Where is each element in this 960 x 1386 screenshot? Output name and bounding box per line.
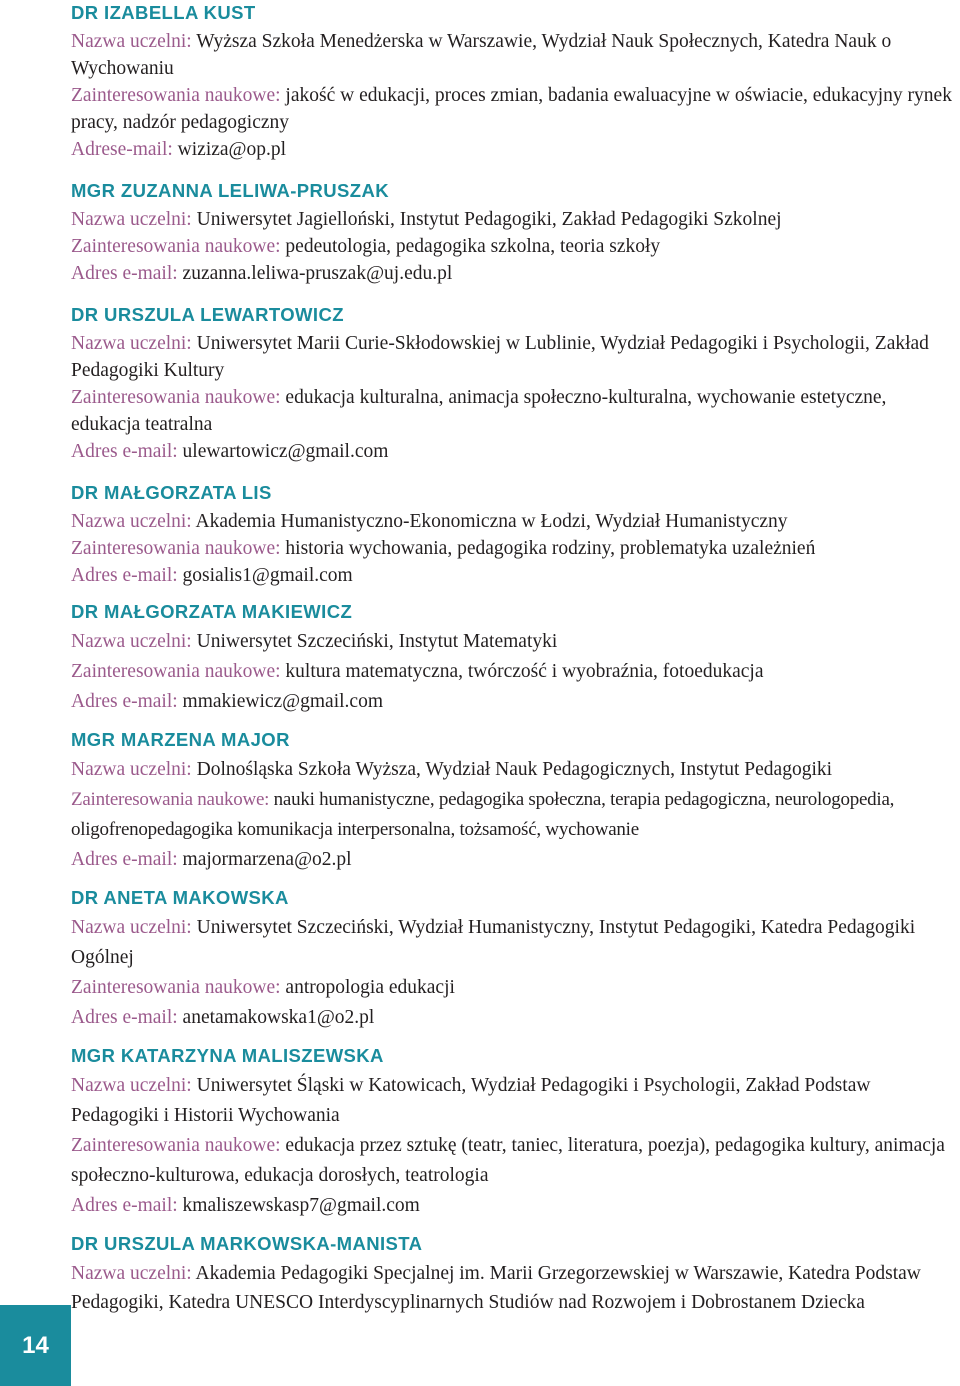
interests-label: Zainteresowania naukowe: xyxy=(71,789,270,810)
entry-izabella-kust xyxy=(71,0,959,163)
email-line xyxy=(71,562,959,589)
university-value: Uniwersytet Szczeciński, Wydział Humanistyczny, Instytut Pedagogiki, Katedra Pedagogiki Ogólnej xyxy=(71,917,916,968)
interests-line xyxy=(71,82,959,136)
interests-value: edukacja kulturalna, animacja społeczno-kulturalna, wychowanie estetyczne, edukacja teatralna xyxy=(71,387,887,435)
person-name: DR URSZULA LEWARTOWICZ xyxy=(71,304,344,325)
interests-line xyxy=(71,535,959,562)
university-line xyxy=(71,28,959,82)
email-value[interactable]: wiziza@op.pl xyxy=(177,139,287,160)
interests-label: Zainteresowania naukowe: xyxy=(71,387,281,408)
entry-marzena-major xyxy=(71,727,959,875)
university-value: Uniwersytet Śląski w Katowicach, Wydział Pedagogiki i Psychologii, Zakład Podstaw Pedagogiki i Historii Wychowania xyxy=(71,1075,871,1126)
interests-label: Zainteresowania naukowe: xyxy=(71,236,281,257)
email-line xyxy=(71,1003,959,1033)
interests-label: Zainteresowania naukowe: xyxy=(71,538,281,559)
interests-line xyxy=(71,233,959,260)
interests-label: Zainteresowania naukowe: xyxy=(71,85,281,106)
interests-value: edukacja przez sztukę (teatr, taniec, literatura, poezja), pedagogika kultury, animacja społeczno-kulturowa, edukacja dorosłych, teatrologia xyxy=(71,1135,945,1186)
university-label: Nazwa uczelni: xyxy=(71,759,192,780)
person-name: MGR KATARZYNA MALISZEWSKA xyxy=(71,1045,384,1066)
interests-line xyxy=(71,657,959,687)
email-line xyxy=(71,845,959,875)
university-label: Nazwa uczelni: xyxy=(71,917,192,938)
entry-urszula-markowska-manista xyxy=(71,1231,959,1317)
email-line xyxy=(71,260,959,287)
university-value: Uniwersytet Jagielloński, Instytut Pedagogiki, Zakład Pedagogiki Szkolnej xyxy=(196,209,782,230)
entry-katarzyna-maliszewska xyxy=(71,1043,959,1221)
interests-value: kultura matematyczna, twórczość i wyobraźnia, fotoedukacja xyxy=(285,661,764,682)
page-number: 14 xyxy=(22,1331,49,1359)
university-value: Akademia Humanistyczno-Ekonomiczna w Łodzi, Wydział Humanistyczny xyxy=(195,511,788,532)
email-label: Adres e-mail: xyxy=(71,263,178,284)
person-name: DR ANETA MAKOWSKA xyxy=(71,887,289,908)
university-value: Uniwersytet Marii Curie-Skłodowskiej w Lublinie, Wydział Pedagogiki i Psychologii, Zakład Pedagogiki Kultury xyxy=(71,333,929,381)
university-label: Nazwa uczelni: xyxy=(71,1075,192,1096)
person-name: MGR ZUZANNA LELIWA-PRUSZAK xyxy=(71,180,390,201)
email-label: Adres e-mail: xyxy=(71,849,178,870)
interests-value: nauki humanistyczne, pedagogika społeczna, terapia pedagogiczna, neurologopedia, oligofrenopedagogika komunikacja interpersonalna, tożsamość, wychowanie xyxy=(71,789,895,840)
interests-label: Zainteresowania naukowe: xyxy=(71,977,281,998)
faculty-list xyxy=(71,0,959,1317)
email-line xyxy=(71,438,959,465)
email-line xyxy=(71,136,959,163)
university-line xyxy=(71,330,959,384)
university-label: Nazwa uczelni: xyxy=(71,333,192,354)
university-label: Nazwa uczelni: xyxy=(71,31,192,52)
person-name: DR IZABELLA KUST xyxy=(71,2,256,23)
person-name: MGR MARZENA MAJOR xyxy=(71,729,290,750)
email-value[interactable]: mmakiewicz@gmail.com xyxy=(182,691,383,712)
email-value[interactable]: zuzanna.leliwa-pruszak@uj.edu.pl xyxy=(182,263,453,284)
entry-malgorzata-lis xyxy=(71,480,959,589)
email-label: Adrese-mail: xyxy=(71,139,173,160)
interests-line xyxy=(71,785,959,845)
university-value: Wyższa Szkoła Menedżerska w Warszawie, Wydział Nauk Społecznych, Katedra Nauk o Wychowaniu xyxy=(71,31,892,79)
university-value: Uniwersytet Szczeciński, Instytut Matematyki xyxy=(196,631,558,652)
entry-urszula-lewartowicz xyxy=(71,302,959,465)
email-label: Adres e-mail: xyxy=(71,691,178,712)
interests-label: Zainteresowania naukowe: xyxy=(71,661,281,682)
entry-aneta-makowska xyxy=(71,885,959,1033)
interests-value: historia wychowania, pedagogika rodziny, problematyka uzależnień xyxy=(285,538,816,559)
entry-malgorzata-makiewicz xyxy=(71,599,959,717)
email-label: Adres e-mail: xyxy=(71,441,178,462)
email-line xyxy=(71,687,959,717)
interests-value: antropologia edukacji xyxy=(285,977,455,998)
university-line xyxy=(71,755,959,785)
university-label: Nazwa uczelni: xyxy=(71,631,192,652)
email-value[interactable]: kmaliszewskasp7@gmail.com xyxy=(182,1195,420,1216)
university-line xyxy=(71,913,959,973)
interests-line xyxy=(71,1131,959,1191)
university-line xyxy=(71,627,959,657)
entry-zuzanna-leliwa-pruszak xyxy=(71,178,959,287)
university-value: Akademia Pedagogiki Specjalnej im. Marii Grzegorzewskiej w Warszawie, Katedra Podstaw Pedagogiki, Katedra UNESCO Interdyscyplinarnych Studiów nad Rozwojem i Dobrostanem Dziecka xyxy=(71,1263,921,1313)
person-name: DR MAŁGORZATA LIS xyxy=(71,482,272,503)
interests-line xyxy=(71,973,959,1003)
email-label: Adres e-mail: xyxy=(71,565,178,586)
email-line xyxy=(71,1191,959,1221)
email-value[interactable]: ulewartowicz@gmail.com xyxy=(182,441,389,462)
interests-value: pedeutologia, pedagogika szkolna, teoria szkoły xyxy=(285,236,661,257)
email-value[interactable]: anetamakowska1@o2.pl xyxy=(182,1007,375,1028)
email-value[interactable]: majormarzena@o2.pl xyxy=(182,849,352,870)
person-name: DR URSZULA MARKOWSKA-MANISTA xyxy=(71,1233,423,1254)
university-line xyxy=(71,508,959,535)
person-name: DR MAŁGORZATA MAKIEWICZ xyxy=(71,601,353,622)
page-number-tab xyxy=(0,1305,71,1386)
university-value: Dolnośląska Szkoła Wyższa, Wydział Nauk Pedagogicznych, Instytut Pedagogiki xyxy=(196,759,833,780)
university-label: Nazwa uczelni: xyxy=(71,1263,192,1284)
email-label: Adres e-mail: xyxy=(71,1195,178,1216)
interests-value: jakość w edukacji, proces zmian, badania ewaluacyjne w oświacie, edukacyjny rynek pracy, nadzór pedagogiczny xyxy=(71,85,952,133)
interests-label: Zainteresowania naukowe: xyxy=(71,1135,281,1156)
university-line xyxy=(71,1071,959,1131)
university-label: Nazwa uczelni: xyxy=(71,209,192,230)
email-label: Adres e-mail: xyxy=(71,1007,178,1028)
email-value[interactable]: gosialis1@gmail.com xyxy=(182,565,353,586)
interests-line xyxy=(71,384,959,438)
university-line xyxy=(71,206,959,233)
university-label: Nazwa uczelni: xyxy=(71,511,192,532)
university-line xyxy=(71,1259,959,1317)
